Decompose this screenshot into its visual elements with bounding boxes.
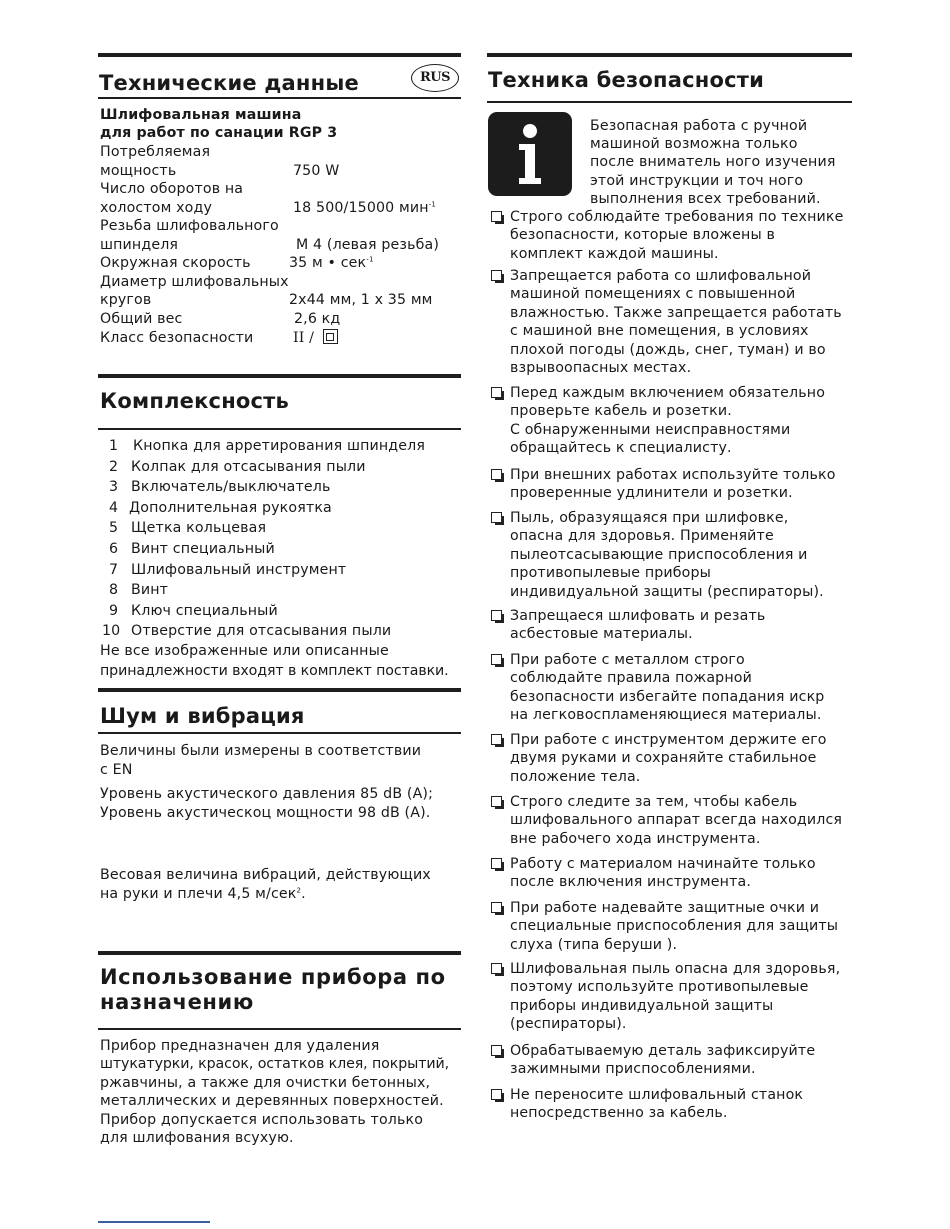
spec-value: 2х44 мм, 1 х 35 мм — [289, 292, 433, 308]
usage-text: металлических и деревянных поверхностей. — [100, 1093, 444, 1109]
section-rule — [98, 97, 461, 99]
safety-item-line: безопасности, которые вложены в — [510, 227, 775, 244]
safety-item-line: Обрабатываемую деталь зафиксируйте — [510, 1043, 816, 1059]
spec-label: мощность — [100, 163, 177, 179]
spec-value: M 4 (левая резьба) — [296, 237, 440, 253]
safety-item-line: приборы индивидуальной защиты — [510, 997, 774, 1014]
safety-item-line: с машиной вне помещения, в условиях — [510, 323, 809, 340]
safety-item-line: При внешних работах используйте только — [510, 467, 836, 483]
usage-text: Прибор предназначен для удаления — [100, 1038, 380, 1054]
rus-language-badge: RUS — [411, 64, 459, 92]
usage-text: ржавчины, а также для очистки бетонных, — [100, 1075, 431, 1091]
safety-item-line: индивидуальной защиты (респираторы). — [510, 583, 824, 600]
contents-title: Комплексность — [100, 389, 290, 413]
safety-item-line: влажностью. Также запрещается работать — [510, 304, 842, 321]
noise-text: Уровень акустическоц мощности 98 dB (A). — [100, 805, 431, 821]
safety-intro: Безопасная работа с ручной — [590, 118, 808, 134]
contents-note: Не все изображенные или описанные — [100, 643, 389, 659]
section-rule — [98, 374, 461, 378]
usage-title: назначению — [100, 990, 254, 1014]
checkbox-bullet-icon — [491, 610, 502, 621]
safety-item-line: зажимными приспособлениями. — [510, 1061, 756, 1078]
safety-item-line: Работу с материалом начинайте только — [510, 856, 816, 872]
safety-item-line: положение тела. — [510, 768, 641, 785]
spec-value: 18 500/15000 мин$^{-1}$ — [293, 200, 436, 216]
spec-label: Класс безопасности — [100, 330, 254, 346]
section-rule — [98, 53, 461, 57]
safety-item-line: шлифовального аппарат всегда находился — [510, 812, 843, 829]
safety-item-line: Строго следите за тем, чтобы кабель — [510, 794, 798, 810]
safety-item-line: плохой погоды (дождь, снег, туман) и во — [510, 341, 826, 358]
noise-text: Уровень акустического давления 85 dB (A); — [100, 786, 434, 802]
safety-item-line: взрывоопасных местах. — [510, 360, 692, 376]
safety-item-line: Не переносите шлифовальный станок — [510, 1087, 804, 1103]
safety-item-line: асбестовые материалы. — [510, 626, 693, 643]
safety-item-line: пылеотсасывающие приспособления и — [510, 546, 808, 563]
spec-label: Потребляемая — [100, 144, 211, 160]
safety-item-line: специальные приспособления для защиты — [510, 918, 839, 935]
tech-subtitle: Шлифовальная машина — [100, 107, 302, 123]
safety-item-line: машиной помещениях с повышенной — [510, 286, 796, 303]
section-rule — [98, 1028, 461, 1030]
safety-item-line: поэтому используйте противопылевые — [510, 979, 809, 996]
safety-item-line: С обнаруженными неисправностями — [510, 421, 791, 438]
checkbox-bullet-icon — [491, 796, 502, 807]
spec-label: Окружная скорость — [100, 255, 251, 271]
safety-item-line: непосредственно за кабель. — [510, 1105, 728, 1122]
safety-item-line: проверьте кабель и розетки. — [510, 403, 732, 420]
checkbox-bullet-icon — [491, 270, 502, 281]
safety-item-line: Перед каждым включением обязательно — [510, 385, 826, 401]
checkbox-bullet-icon — [491, 734, 502, 745]
safety-item-line: двумя руками и сохраняйте стабильное — [510, 750, 817, 767]
safety-item-line: вне рабочего хода инструмента. — [510, 830, 761, 847]
safety-item-line: При работе с инструментом держите его — [510, 732, 827, 748]
spec-label: Число оборотов на — [100, 181, 244, 197]
noise-text: Величины были измерены в соответствии — [100, 743, 422, 759]
safety-item-line: после включения инструмента. — [510, 874, 751, 891]
safety-item-line: проверенные удлинители и розетки. — [510, 485, 793, 502]
safety-intro: этой инструкции и точ ного — [590, 173, 804, 189]
spec-label: Резьба шлифовального — [100, 218, 279, 234]
section-rule — [98, 688, 461, 692]
vibration-text: Весовая величина вибраций, действующих — [100, 867, 431, 883]
checkbox-bullet-icon — [491, 512, 502, 523]
spec-value: II / — [293, 329, 338, 347]
safety-item-line: опасна для здоровья. Применяйте — [510, 528, 774, 545]
safety-item-line: Пыль, образуящаяся при шлифовке, — [510, 510, 789, 526]
vibration-text: на руки и плечи 4,5 м/сек$^2$. — [100, 886, 306, 902]
safety-intro: машиной возможна только — [590, 136, 798, 152]
safety-intro: выполнения всех требований. — [590, 191, 821, 207]
spec-label: шпинделя — [100, 237, 179, 253]
safety-item-line: Запрещается работа со шлифовальной — [510, 268, 812, 284]
safety-item-line: безопасности избегайте попадания искр — [510, 688, 825, 705]
checkbox-bullet-icon — [491, 902, 502, 913]
info-icon — [488, 112, 572, 196]
safety-item-line: комплект каждой машины. — [510, 245, 719, 262]
safety-title: Техника безопасности — [488, 68, 765, 92]
checkbox-bullet-icon — [491, 387, 502, 398]
safety-item-line: (респираторы). — [510, 1016, 627, 1033]
safety-item-line: При работе с металлом строго — [510, 652, 745, 668]
checkbox-bullet-icon — [491, 211, 502, 222]
spec-value: 35 м • сек$^{-1}$ — [289, 255, 374, 271]
safety-item-line: соблюдайте правила пожарной — [510, 670, 752, 687]
tech-data-title: Технические данные — [99, 71, 359, 95]
checkbox-bullet-icon — [491, 1089, 502, 1100]
safety-item-line: на легковоспламеняющиеся материалы. — [510, 707, 822, 724]
spec-label: Диаметр шлифовальных — [100, 274, 289, 290]
noise-text: с EN — [100, 762, 133, 778]
section-rule — [98, 428, 461, 430]
spec-label: Общий вес — [100, 311, 183, 327]
safety-item-line: Шлифовальная пыль опасна для здоровья, — [510, 961, 841, 977]
section-rule — [98, 732, 461, 734]
usage-title: Использование прибора по — [100, 965, 446, 989]
usage-text: для шлифования всухую. — [100, 1130, 294, 1146]
spec-value: 750 W — [293, 163, 340, 179]
safety-item-line: Строго соблюдайте требования по технике — [510, 209, 844, 225]
footer-rule — [98, 1221, 210, 1223]
safety-item-line: противопылевые приборы — [510, 565, 712, 582]
noise-title: Шум и вибрация — [100, 704, 305, 728]
checkbox-bullet-icon — [491, 469, 502, 480]
checkbox-bullet-icon — [491, 858, 502, 869]
safety-item-line: Запрещаеся шлифовать и резать — [510, 608, 766, 624]
section-rule — [98, 951, 461, 955]
contents-note: принадлежности входят в комплект поставки. — [100, 663, 449, 679]
checkbox-bullet-icon — [491, 654, 502, 665]
checkbox-bullet-icon — [491, 963, 502, 974]
spec-label: холостом ходу — [100, 200, 213, 216]
spec-label: кругов — [100, 292, 152, 308]
safety-item-line: обращайтесь к специалисту. — [510, 440, 732, 457]
usage-text: Прибор допускается использовать только — [100, 1112, 424, 1128]
safety-intro: после вниматель ного изучения — [590, 154, 836, 170]
tech-subtitle: для работ по санации RGP 3 — [100, 125, 338, 141]
section-rule — [487, 101, 852, 103]
contents-list: 1 Кнопка для арретирования шпинделя 2 Колпак для отсасывания пыли 3 Включатель/выключатель 4 Дополнительная рукоятка 5 Щетка кольцевая 6 Винт специальный 7 Шлифовальный инструмент 8 Винт 9 Ключ специальный 10 Отверстие для отсасывания пыли — [102, 438, 426, 640]
checkbox-bullet-icon — [491, 1045, 502, 1056]
double-insulation-icon — [323, 329, 338, 344]
usage-text: штукатурки, красок, остатков клея, покрытий, — [100, 1056, 450, 1072]
safety-item-line: слуха (типа беруши ). — [510, 936, 678, 953]
safety-item-line: При работе надевайте защитные очки и — [510, 900, 820, 916]
spec-value: 2,6 кд — [294, 311, 341, 327]
section-rule — [487, 53, 852, 57]
